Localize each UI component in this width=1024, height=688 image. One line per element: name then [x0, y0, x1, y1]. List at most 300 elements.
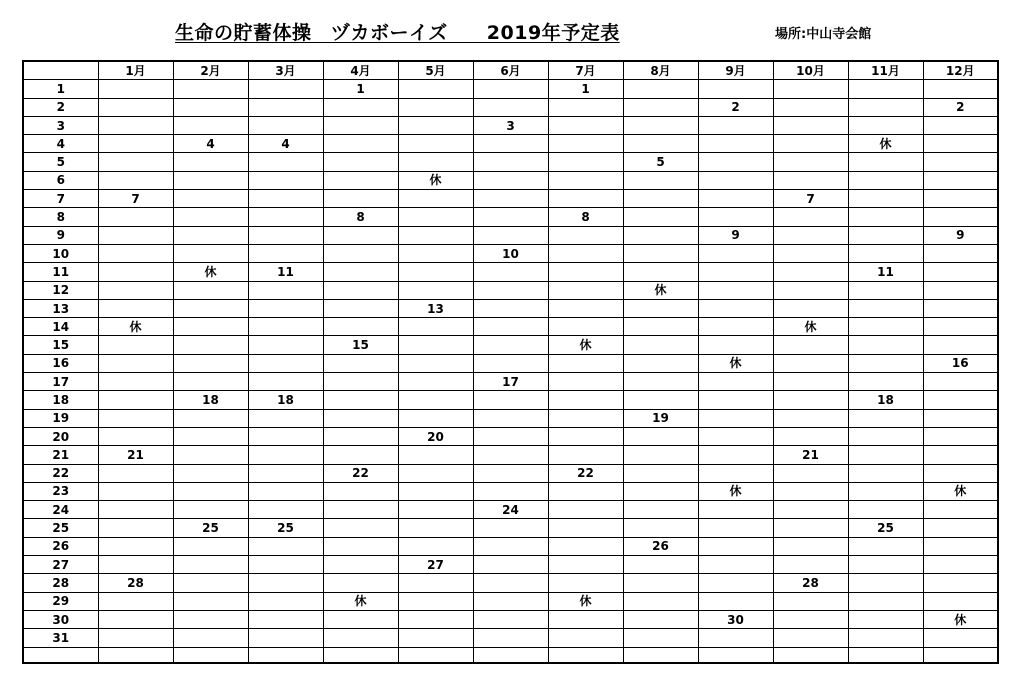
schedule-cell	[473, 98, 548, 116]
schedule-cell	[323, 354, 398, 372]
schedule-cell	[773, 427, 848, 445]
schedule-cell	[773, 171, 848, 189]
schedule-cell	[173, 629, 248, 647]
schedule-cell	[398, 98, 473, 116]
table-row	[23, 610, 998, 628]
schedule-cell	[548, 647, 623, 663]
schedule-cell: 26	[623, 537, 698, 555]
day-number-cell: 22	[23, 464, 98, 482]
schedule-cell	[173, 281, 248, 299]
schedule-cell	[848, 556, 923, 574]
schedule-cell: 18	[848, 391, 923, 409]
schedule-cell	[698, 116, 773, 134]
schedule-cell	[848, 336, 923, 354]
schedule-cell	[173, 464, 248, 482]
schedule-cell	[698, 556, 773, 574]
schedule-cell	[698, 409, 773, 427]
schedule-cell	[98, 171, 173, 189]
month-header: 9月	[698, 61, 773, 80]
schedule-cell: 1	[323, 80, 398, 98]
month-header: 1月	[98, 61, 173, 80]
schedule-cell	[623, 373, 698, 391]
schedule-cell	[623, 446, 698, 464]
schedule-cell	[248, 153, 323, 171]
schedule-cell	[98, 373, 173, 391]
schedule-cell	[923, 208, 998, 226]
schedule-cell	[773, 409, 848, 427]
schedule-cell: 休	[623, 281, 698, 299]
schedule-cell	[623, 519, 698, 537]
schedule-cell	[773, 556, 848, 574]
schedule-cell	[548, 153, 623, 171]
schedule-cell	[473, 354, 548, 372]
schedule-cell	[98, 501, 173, 519]
schedule-cell	[698, 501, 773, 519]
schedule-cell	[773, 281, 848, 299]
day-number-cell: 15	[23, 336, 98, 354]
schedule-cell	[323, 263, 398, 281]
schedule-cell	[323, 281, 398, 299]
schedule-cell	[548, 373, 623, 391]
schedule-cell	[923, 519, 998, 537]
schedule-cell	[698, 647, 773, 663]
schedule-cell	[173, 482, 248, 500]
schedule-cell: 休	[323, 592, 398, 610]
schedule-cell	[923, 263, 998, 281]
schedule-cell	[323, 537, 398, 555]
schedule-cell	[698, 135, 773, 153]
schedule-cell	[248, 226, 323, 244]
month-header: 8月	[623, 61, 698, 80]
schedule-cell	[248, 171, 323, 189]
schedule-cell: 21	[773, 446, 848, 464]
schedule-cell	[98, 80, 173, 98]
schedule-cell	[923, 190, 998, 208]
schedule-cell	[473, 537, 548, 555]
schedule-cell	[548, 446, 623, 464]
day-number-cell: 9	[23, 226, 98, 244]
schedule-cell	[698, 464, 773, 482]
schedule-cell	[323, 519, 398, 537]
schedule-cell	[323, 98, 398, 116]
schedule-cell	[848, 592, 923, 610]
schedule-cell	[248, 244, 323, 262]
day-number-cell: 1	[23, 80, 98, 98]
schedule-cell	[98, 464, 173, 482]
schedule-cell	[398, 647, 473, 663]
schedule-cell	[548, 226, 623, 244]
schedule-cell: 3	[473, 116, 548, 134]
schedule-cell	[398, 574, 473, 592]
schedule-cell	[773, 391, 848, 409]
schedule-cell: 28	[773, 574, 848, 592]
schedule-cell	[923, 80, 998, 98]
day-number-cell: 24	[23, 501, 98, 519]
schedule-cell: 19	[623, 409, 698, 427]
schedule-cell	[473, 80, 548, 98]
schedule-cell	[323, 153, 398, 171]
table-row	[23, 318, 998, 336]
schedule-cell	[323, 116, 398, 134]
schedule-cell	[923, 373, 998, 391]
table-row	[23, 501, 998, 519]
day-number-cell: 20	[23, 427, 98, 445]
schedule-cell	[323, 556, 398, 574]
table-row	[23, 409, 998, 427]
schedule-cell	[398, 354, 473, 372]
schedule-cell	[698, 244, 773, 262]
schedule-cell	[248, 98, 323, 116]
schedule-cell	[698, 208, 773, 226]
schedule-cell: 20	[398, 427, 473, 445]
schedule-cell: 4	[248, 135, 323, 153]
schedule-cell	[923, 135, 998, 153]
day-number-cell: 3	[23, 116, 98, 134]
schedule-cell	[98, 647, 173, 663]
schedule-cell	[923, 281, 998, 299]
schedule-cell	[398, 281, 473, 299]
schedule-cell	[173, 208, 248, 226]
schedule-cell: 休	[848, 135, 923, 153]
schedule-cell	[473, 135, 548, 153]
schedule-cell: 休	[398, 171, 473, 189]
schedule-cell	[773, 482, 848, 500]
day-number-cell: 18	[23, 391, 98, 409]
schedule-cell	[248, 446, 323, 464]
table-row	[23, 519, 998, 537]
schedule-cell	[248, 116, 323, 134]
day-number-cell: 8	[23, 208, 98, 226]
schedule-cell	[773, 373, 848, 391]
schedule-cell	[398, 629, 473, 647]
schedule-cell	[698, 574, 773, 592]
schedule-cell	[98, 336, 173, 354]
schedule-cell	[473, 208, 548, 226]
schedule-cell	[698, 190, 773, 208]
schedule-cell	[98, 281, 173, 299]
day-number-cell: 19	[23, 409, 98, 427]
schedule-cell: 休	[98, 318, 173, 336]
schedule-cell	[848, 318, 923, 336]
schedule-cell	[248, 336, 323, 354]
schedule-cell: 16	[923, 354, 998, 372]
schedule-cell	[323, 482, 398, 500]
schedule-cell	[848, 244, 923, 262]
schedule-cell	[323, 501, 398, 519]
schedule-cell: 10	[473, 244, 548, 262]
schedule-cell	[473, 464, 548, 482]
schedule-cell: 5	[623, 153, 698, 171]
schedule-cell	[623, 116, 698, 134]
schedule-cell: 7	[773, 190, 848, 208]
schedule-cell	[773, 647, 848, 663]
schedule-cell	[623, 318, 698, 336]
schedule-cell	[923, 409, 998, 427]
schedule-cell	[623, 226, 698, 244]
schedule-cell: 22	[548, 464, 623, 482]
schedule-cell: 休	[698, 354, 773, 372]
schedule-cell	[248, 80, 323, 98]
schedule-cell	[473, 226, 548, 244]
schedule-cell	[173, 116, 248, 134]
schedule-cell	[398, 263, 473, 281]
schedule-cell	[248, 318, 323, 336]
schedule-cell	[473, 171, 548, 189]
schedule-cell: 休	[923, 482, 998, 500]
schedule-cell	[698, 519, 773, 537]
schedule-cell	[923, 318, 998, 336]
schedule-cell	[773, 263, 848, 281]
schedule-cell	[548, 482, 623, 500]
schedule-cell	[773, 153, 848, 171]
schedule-cell	[398, 208, 473, 226]
schedule-cell	[698, 592, 773, 610]
schedule-cell	[98, 592, 173, 610]
schedule-cell	[548, 391, 623, 409]
schedule-cell	[473, 281, 548, 299]
schedule-cell	[398, 336, 473, 354]
schedule-cell	[173, 226, 248, 244]
schedule-cell: 9	[923, 226, 998, 244]
schedule-cell	[773, 629, 848, 647]
month-header: 10月	[773, 61, 848, 80]
schedule-cell	[398, 373, 473, 391]
schedule-cell	[548, 135, 623, 153]
schedule-cell	[773, 501, 848, 519]
schedule-cell: 27	[398, 556, 473, 574]
schedule-cell	[623, 171, 698, 189]
day-number-cell: 28	[23, 574, 98, 592]
schedule-cell	[773, 208, 848, 226]
schedule-cell	[173, 153, 248, 171]
schedule-cell	[173, 427, 248, 445]
schedule-cell	[398, 446, 473, 464]
schedule-cell	[848, 171, 923, 189]
schedule-cell	[173, 501, 248, 519]
day-number-cell: 30	[23, 610, 98, 628]
table-row	[23, 537, 998, 555]
schedule-cell	[773, 116, 848, 134]
schedule-cell	[398, 318, 473, 336]
schedule-cell	[473, 153, 548, 171]
schedule-cell	[473, 318, 548, 336]
schedule-cell	[623, 98, 698, 116]
schedule-cell: 9	[698, 226, 773, 244]
schedule-cell	[698, 427, 773, 445]
schedule-cell	[623, 610, 698, 628]
schedule-cell	[923, 556, 998, 574]
schedule-cell	[98, 135, 173, 153]
schedule-cell: 1	[548, 80, 623, 98]
schedule-cell	[98, 299, 173, 317]
schedule-cell	[623, 208, 698, 226]
day-number-cell: 17	[23, 373, 98, 391]
schedule-cell	[923, 427, 998, 445]
schedule-cell	[548, 190, 623, 208]
schedule-cell	[848, 537, 923, 555]
month-header: 7月	[548, 61, 623, 80]
schedule-cell	[773, 519, 848, 537]
schedule-cell: 25	[173, 519, 248, 537]
schedule-cell	[473, 556, 548, 574]
schedule-cell	[623, 464, 698, 482]
table-row	[23, 391, 998, 409]
table-row	[23, 80, 998, 98]
schedule-cell	[248, 427, 323, 445]
schedule-cell	[473, 610, 548, 628]
day-number-cell: 6	[23, 171, 98, 189]
schedule-cell	[98, 244, 173, 262]
schedule-cell	[698, 80, 773, 98]
schedule-cell	[848, 98, 923, 116]
schedule-cell	[773, 592, 848, 610]
table-row	[23, 629, 998, 647]
location-label: 場所:中山寺会館	[775, 27, 872, 42]
schedule-cell	[773, 537, 848, 555]
schedule-cell	[623, 336, 698, 354]
schedule-cell	[848, 190, 923, 208]
schedule-cell	[623, 482, 698, 500]
schedule-cell	[548, 171, 623, 189]
schedule-cell	[173, 574, 248, 592]
schedule-cell	[698, 153, 773, 171]
schedule-cell: 17	[473, 373, 548, 391]
schedule-cell	[323, 171, 398, 189]
schedule-cell	[848, 153, 923, 171]
day-number-cell: 16	[23, 354, 98, 372]
day-number-cell: 10	[23, 244, 98, 262]
schedule-cell	[698, 299, 773, 317]
schedule-cell	[548, 409, 623, 427]
schedule-cell	[923, 299, 998, 317]
schedule-cell	[248, 464, 323, 482]
schedule-cell	[623, 391, 698, 409]
day-number-cell: 25	[23, 519, 98, 537]
schedule-cell	[473, 647, 548, 663]
schedule-cell	[473, 574, 548, 592]
schedule-cell	[623, 647, 698, 663]
day-number-cell: 12	[23, 281, 98, 299]
schedule-cell	[923, 116, 998, 134]
schedule-cell	[398, 592, 473, 610]
schedule-cell	[848, 116, 923, 134]
table-row	[23, 153, 998, 171]
day-number-cell: 29	[23, 592, 98, 610]
schedule-cell	[398, 116, 473, 134]
schedule-cell	[173, 610, 248, 628]
month-header: 3月	[248, 61, 323, 80]
schedule-cell: 休	[923, 610, 998, 628]
table-row	[23, 208, 998, 226]
schedule-cell	[548, 299, 623, 317]
schedule-cell	[173, 336, 248, 354]
schedule-cell	[698, 171, 773, 189]
schedule-cell	[248, 373, 323, 391]
schedule-cell	[773, 135, 848, 153]
schedule-cell	[398, 501, 473, 519]
schedule-cell	[548, 574, 623, 592]
schedule-cell	[623, 80, 698, 98]
schedule-cell	[173, 171, 248, 189]
schedule-cell	[698, 373, 773, 391]
day-number-cell: 13	[23, 299, 98, 317]
schedule-cell	[248, 501, 323, 519]
schedule-cell	[98, 354, 173, 372]
schedule-cell	[923, 574, 998, 592]
schedule-cell: 25	[248, 519, 323, 537]
schedule-cell	[323, 446, 398, 464]
table-row	[23, 244, 998, 262]
schedule-cell	[323, 427, 398, 445]
day-number-cell: 4	[23, 135, 98, 153]
schedule-cell	[248, 208, 323, 226]
schedule-cell	[248, 592, 323, 610]
schedule-cell: 24	[473, 501, 548, 519]
schedule-cell	[248, 409, 323, 427]
schedule-cell	[398, 519, 473, 537]
table-row	[23, 299, 998, 317]
day-number-cell: 5	[23, 153, 98, 171]
schedule-cell	[848, 482, 923, 500]
schedule-cell	[248, 190, 323, 208]
schedule-cell	[98, 482, 173, 500]
schedule-cell	[923, 647, 998, 663]
schedule-cell: 8	[548, 208, 623, 226]
schedule-cell	[98, 610, 173, 628]
schedule-cell	[323, 299, 398, 317]
table-row	[23, 336, 998, 354]
schedule-cell	[623, 427, 698, 445]
schedule-cell: 4	[173, 135, 248, 153]
schedule-cell	[323, 244, 398, 262]
schedule-cell	[548, 556, 623, 574]
day-number-cell: 27	[23, 556, 98, 574]
schedule-cell	[98, 556, 173, 574]
schedule-cell	[623, 592, 698, 610]
schedule-cell	[473, 427, 548, 445]
schedule-cell	[323, 391, 398, 409]
schedule-cell: 25	[848, 519, 923, 537]
schedule-cell	[398, 610, 473, 628]
schedule-cell	[323, 629, 398, 647]
schedule-cell	[848, 574, 923, 592]
schedule-cell	[848, 281, 923, 299]
schedule-cell	[623, 263, 698, 281]
schedule-cell	[473, 336, 548, 354]
schedule-cell	[923, 501, 998, 519]
schedule-cell	[548, 116, 623, 134]
schedule-cell: 30	[698, 610, 773, 628]
table-row	[23, 354, 998, 372]
schedule-cell	[473, 299, 548, 317]
schedule-cell	[323, 373, 398, 391]
schedule-cell	[548, 629, 623, 647]
schedule-cell	[473, 629, 548, 647]
schedule-cell	[923, 537, 998, 555]
schedule-cell: 18	[173, 391, 248, 409]
schedule-cell	[773, 354, 848, 372]
table-row	[23, 116, 998, 134]
schedule-cell	[98, 391, 173, 409]
month-header: 5月	[398, 61, 473, 80]
schedule-cell	[248, 281, 323, 299]
schedule-cell	[473, 592, 548, 610]
schedule-cell	[848, 208, 923, 226]
schedule-cell	[98, 263, 173, 281]
schedule-cell	[173, 373, 248, 391]
schedule-cell	[248, 482, 323, 500]
table-row	[23, 373, 998, 391]
